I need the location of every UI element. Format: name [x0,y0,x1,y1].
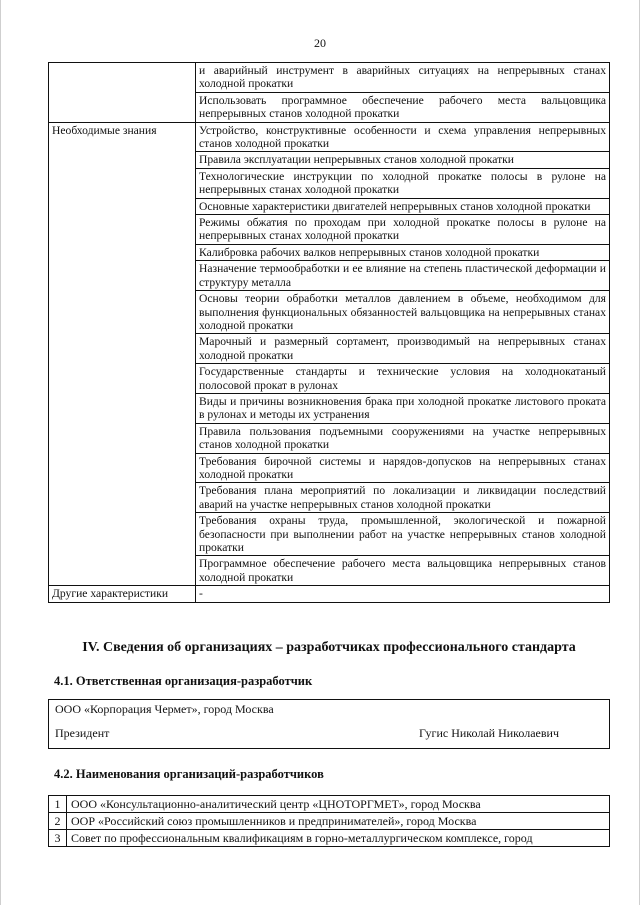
subheading-developer-orgs: 4.2. Наименования организаций-разработчиков [54,767,324,781]
developer-number: 1 [49,796,67,813]
knowledge-category-label: Другие характеристики [49,586,196,602]
developer-row [49,830,610,847]
knowledge-row [49,586,610,602]
knowledge-item-text: Технологические инструкции по холодной прокатке полосы в рулоне на непрерывных станах холодной прокатки [196,168,610,198]
signatory-row [49,719,610,748]
developer-name: Совет по профессиональным квалификациям в горно-металлургическом комплексе, город [67,830,610,847]
org-name: ООО «Корпорация Чермет», город Москва [49,700,610,720]
knowledge-item-text: Требования бирочной системы и нарядов-допусков на непрерывных станах холодной прокатки [196,453,610,483]
knowledge-item-text: Правила пользования подъемными сооружениями на участке непрерывных станов холодной прокатки [196,423,610,453]
developer-number: 2 [49,813,67,830]
developer-name: ООО «Консультационно-аналитический центр «ЦНОТОРГМЕТ», город Москва [67,796,610,813]
knowledge-item-text: Виды и причины возникновения брака при холодной прокатке листового проката в рулонах и методы их устранения [196,393,610,423]
section-heading: IV. Сведения об организациях – разработчиках профессионального стандарта [82,640,576,655]
developer-row [49,796,610,813]
org-name-row [49,700,610,720]
knowledge-row [49,122,610,152]
signatory-name: Гугис Николай Николаевич [419,725,559,740]
knowledge-item-text: Использовать программное обеспечение рабочего места вальцовщика непрерывных станов холодной прокатки [196,92,610,122]
developer-number: 3 [49,830,67,847]
knowledge-item-text: Основные характеристики двигателей непрерывных станов холодной прокатки [196,198,610,214]
knowledge-item-text: - [196,586,610,602]
signatory [55,726,603,741]
knowledge-item-text: Назначение термообработки и ее влияние на степень пластической деформации и структуру металла [196,261,610,291]
knowledge-item-text: Правила эксплуатации непрерывных станов холодной прокатки [196,152,610,168]
knowledge-item-text: Требования плана мероприятий по локализации и ликвидации последствий аварий на участке непрерывных станов холодной прокатки [196,483,610,513]
developer-row [49,813,610,830]
knowledge-item-text: Марочный и размерный сортамент, производимый на непрерывных станах холодной прокатки [196,334,610,364]
knowledge-item-text: и аварийный инструмент в аварийных ситуациях на непрерывных станах холодной прокатки [196,63,610,93]
left-page-edge [0,0,1,905]
signatory-position: Президент [55,725,110,740]
developer-name: ООР «Российский союз промышленников и предпринимателей», город Москва [67,813,610,830]
knowledge-item-text: Государственные стандарты и технические условия на холоднокатаный полосовой прокат в рулонах [196,364,610,394]
developer-orgs-table [48,795,610,847]
knowledge-item-text: Программное обеспечение рабочего места вальцовщика непрерывных станов холодной прокатки [196,556,610,586]
signatory-cell [49,719,610,748]
knowledge-item-text: Устройство, конструктивные особенности и схема управления непрерывных станов холодной прокатки [196,122,610,152]
subheading-responsible-org: 4.1. Ответственная организация-разработчик [54,674,313,688]
knowledge-item-text: Калибровка рабочих валков непрерывных станов холодной прокатки [196,244,610,260]
knowledge-item-text: Требования охраны труда, промышленной, экологической и пожарной безопасности при выполнении работ на участке непрерывных станов холодной прокатки [196,513,610,556]
knowledge-category-label [49,63,196,123]
knowledge-category-label: Необходимые знания [49,122,196,586]
knowledge-item-text: Режимы обжатия по проходам при холодной прокатке полосы в рулоне на непрерывных станах холодной прокатки [196,215,610,245]
page-number: 20 [314,36,326,50]
responsible-org-table [48,699,610,749]
knowledge-table [48,62,610,603]
knowledge-table-body [49,63,610,603]
knowledge-row [49,63,610,93]
knowledge-item-text: Основы теории обработки металлов давлением в объеме, необходимом для выполнения функциональных обязанностей вальцовщика на непрерывных станах холодной прокатки [196,291,610,334]
